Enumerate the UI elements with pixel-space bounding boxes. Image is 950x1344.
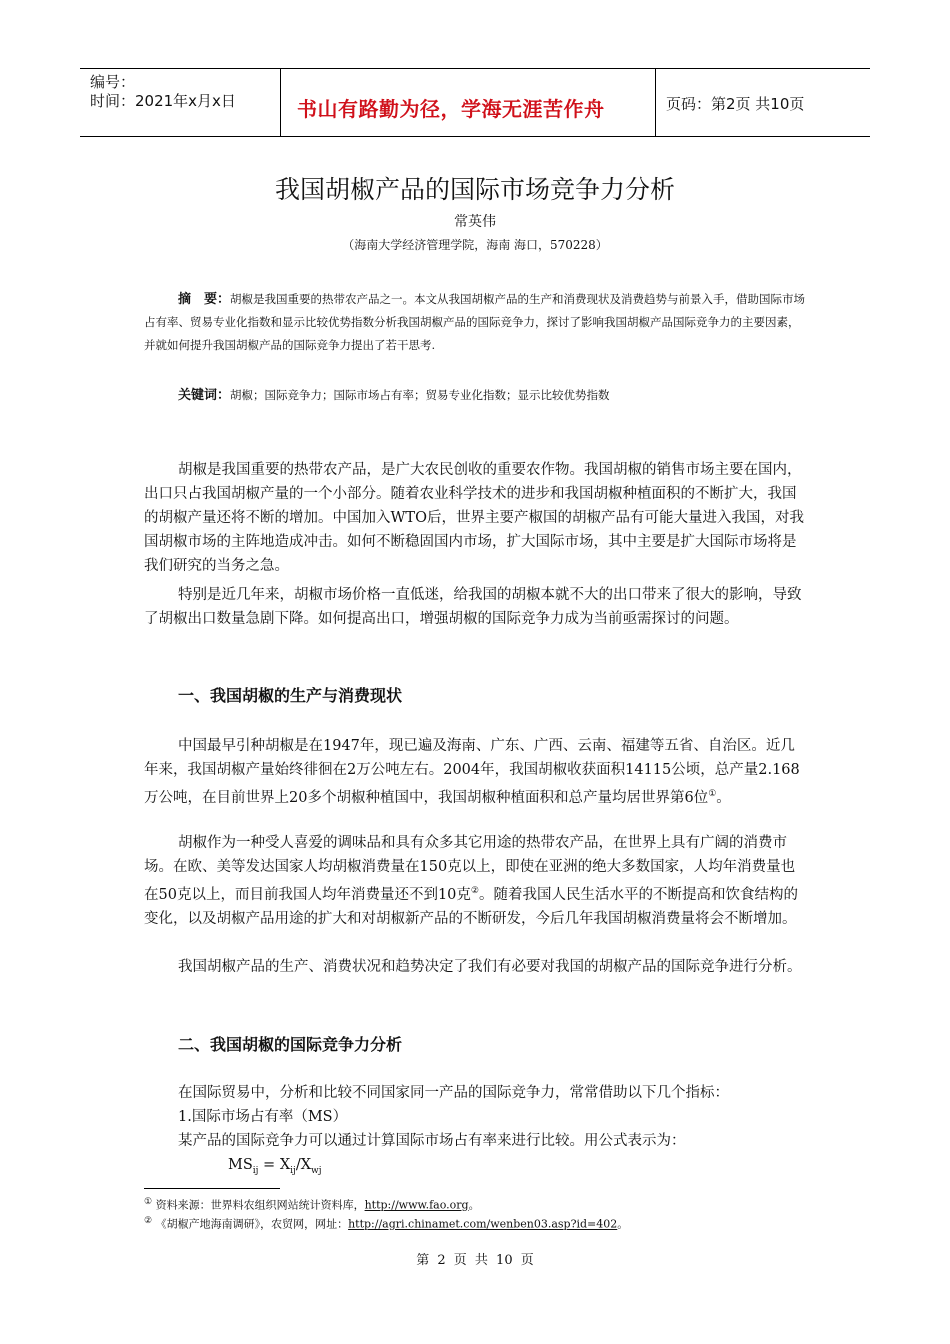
formula-w-sub: wj xyxy=(311,1165,322,1176)
section1-paragraph-3: 我国胡椒产品的生产、消费状况和趋势决定了我们有必要对我国的胡椒产品的国际竞争进行分析。 xyxy=(178,959,802,975)
section2-item-1: 1.国际市场占有率（MS） xyxy=(178,1109,348,1125)
footnote-2-mark: ② xyxy=(144,1216,153,1226)
formula-x-sub: ij xyxy=(290,1165,296,1176)
footnote-ref-2: ② xyxy=(470,886,479,896)
footnote-2-text: 《胡椒产地海南调研》，农贸网，网址： xyxy=(152,1217,349,1231)
formula-eq: = X xyxy=(258,1157,291,1173)
header-date: 时间：2021年x月x日 xyxy=(90,92,236,110)
page-number: 第 2 页 共 10 页 xyxy=(416,1253,534,1268)
keywords-label: 关键词： xyxy=(178,388,231,403)
header-top-rule xyxy=(80,68,870,69)
footnote-1-link[interactable]: http://www.fao.org xyxy=(364,1198,469,1212)
intro-paragraph-2: 特别是近几年来，胡椒市场价格一直低迷，给我国的胡椒本就不大的出口带来了很大的影响，导致了胡椒出口数量急剧下降。如何提高出口，增强胡椒的国际竞争力成为当前亟需探讨的问题。 xyxy=(144,587,802,627)
footnote-1-end: 。 xyxy=(468,1198,480,1212)
section1-p1-text: 中国最早引种胡椒是在1947年，现已遍及海南、广东、广西、云南、福建等五省、自治区。近几年来，我国胡椒产量始终徘徊在2万公吨左右。2004年，我国胡椒收获面积14115公顷，总产量2.168万公吨，在目前世界上20多个胡椒种植国中，我国胡椒种植面积和总产量均居世界第6位 xyxy=(144,738,800,806)
abstract-label: 摘 要： xyxy=(178,292,231,307)
header-divider-right xyxy=(655,68,656,136)
footnote-2 xyxy=(144,1213,628,1233)
formula-div: /X xyxy=(295,1157,312,1173)
footnote-1-mark: ① xyxy=(144,1197,153,1207)
abstract xyxy=(144,288,808,357)
section2-heading: 二、我国胡椒的国际竞争力分析 xyxy=(178,1035,403,1054)
abstract-text: 胡椒是我国重要的热带农产品之一。本文从我国胡椒产品的生产和消费现状及消费趋势与前景入手，借助国际市场占有率、贸易专业化指数和显示比较优势指数分析我国胡椒产品的国际竞争力，探讨了影响我国胡椒产品国际竞争力的主要因素，并就如何提升我国胡椒产品的国际竞争力提出了若干思考. xyxy=(144,292,806,352)
section1-p1-end: 。 xyxy=(716,789,731,806)
footnote-2-end: 。 xyxy=(617,1217,629,1231)
section2-paragraph-1: 在国际贸易中，分析和比较不同国家同一产品的国际竞争力，常常借助以下几个指标： xyxy=(178,1085,729,1101)
section1-p2-end: 。随着我国人民生活水平的不断提高和饮食结构的变化，以及胡椒产品用途的扩大和对胡椒新产品的不断研发，今后几年我国胡椒消费量将会不断增加。 xyxy=(144,886,798,927)
section1-paragraph-1 xyxy=(144,734,808,810)
affiliation: （海南大学经济管理学院，海南 海口，570228） xyxy=(342,238,608,252)
header-page-info: 页码：第2页 共10页 xyxy=(666,95,805,113)
author: 常英伟 xyxy=(454,214,496,230)
section1-heading: 一、我国胡椒的生产与消费现状 xyxy=(178,686,403,705)
header-number-label: 编号： xyxy=(90,73,136,91)
footnote-rule xyxy=(144,1188,280,1189)
section1-paragraph-2 xyxy=(144,831,808,931)
section2-paragraph-2: 某产品的国际竞争力可以通过计算国际市场占有率来进行比较。用公式表示为： xyxy=(178,1133,686,1149)
section1-p2-text: 胡椒作为一种受人喜爱的调味品和具有众多其它用途的热带农产品，在世界上具有广阔的消费市场。在欧、美等发达国家人均胡椒消费量在150克以上，即使在亚洲的绝大多数国家，人均年消费量也在50克以上，而目前我国人均年消费量还不到10克 xyxy=(144,835,796,903)
header-bottom-rule xyxy=(80,136,870,137)
header-motto: 书山有路勤为径，学海无涯苦作舟 xyxy=(297,97,605,121)
page-title: 我国胡椒产品的国际市场竞争力分析 xyxy=(274,175,675,204)
footnote-1 xyxy=(144,1194,480,1214)
formula-ms: MS xyxy=(228,1157,253,1173)
formula-ms-sub: ij xyxy=(252,1165,259,1176)
footnote-1-text: 资料来源：世界料农组织网站统计资料库， xyxy=(152,1198,365,1212)
intro-paragraph-1: 胡椒是我国重要的热带农产品，是广大农民创收的重要农作物。我国胡椒的销售市场主要在国内，出口只占我国胡椒产量的一个小部分。随着农业科学技术的进步和我国胡椒种植面积的不断扩大，我国的胡椒产量还将不断的增加。中国加入WTO后，世界主要产椒国的胡椒产品有可能大量进入我国，对我国胡椒市场的主阵地造成冲击。如何不断稳固国内市场，扩大国际市场，其中主要是扩大国际市场将是我们研究的当务之急。 xyxy=(144,462,804,574)
keywords-text: 胡椒；国际竞争力；国际市场占有率；贸易专业化指数；显示比较优势指数 xyxy=(230,388,610,402)
footnote-2-link[interactable]: http://agri.chinamet.com/wenben03.asp?id=402 xyxy=(348,1217,618,1231)
header-divider-left xyxy=(280,68,281,136)
footnote-ref-1: ① xyxy=(708,789,717,799)
keywords xyxy=(178,385,818,406)
ms-formula xyxy=(228,1157,322,1176)
